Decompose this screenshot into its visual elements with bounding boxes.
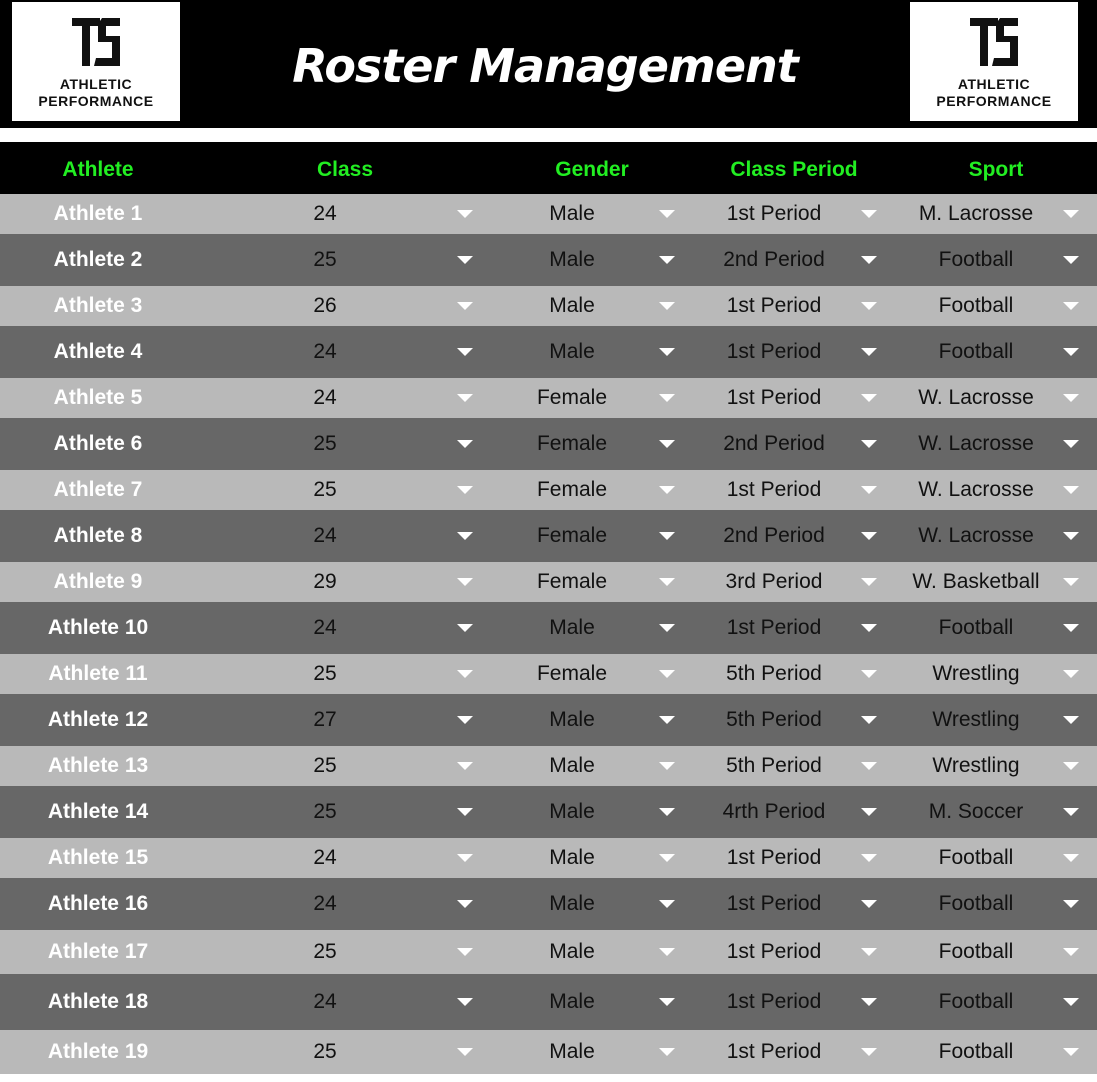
athlete-name-cell: Athlete 15 [47, 846, 149, 869]
gender-dropdown[interactable]: Male [549, 294, 595, 317]
athlete-name-cell: Athlete 12 [47, 708, 149, 731]
dropdown-arrow-icon[interactable] [659, 394, 675, 402]
gender-dropdown[interactable]: Male [549, 1040, 595, 1063]
dropdown-arrow-icon[interactable] [457, 624, 473, 632]
athlete-name-cell: Athlete 14 [47, 800, 149, 823]
dropdown-arrow-icon[interactable] [659, 900, 675, 908]
table-row [0, 510, 1097, 562]
dropdown-arrow-icon[interactable] [861, 210, 877, 218]
table-row [0, 878, 1097, 930]
dropdown-arrow-icon[interactable] [457, 440, 473, 448]
dropdown-arrow-icon[interactable] [659, 762, 675, 770]
table-row [0, 974, 1097, 1030]
dropdown-arrow-icon[interactable] [457, 1048, 473, 1056]
dropdown-arrow-icon[interactable] [861, 440, 877, 448]
table-row [0, 562, 1097, 602]
dropdown-arrow-icon[interactable] [1063, 256, 1079, 264]
class-dropdown[interactable]: 24 [313, 524, 337, 547]
class-period-dropdown[interactable]: 1st Period [726, 294, 822, 317]
dropdown-arrow-icon[interactable] [659, 532, 675, 540]
sport-dropdown[interactable]: Football [938, 846, 1014, 869]
sport-dropdown[interactable]: Wrestling [932, 754, 1020, 777]
sport-dropdown[interactable]: Football [938, 294, 1014, 317]
gender-dropdown[interactable]: Male [549, 800, 595, 823]
sport-dropdown[interactable]: Wrestling [932, 662, 1020, 685]
sport-dropdown[interactable]: Football [938, 892, 1014, 915]
dropdown-arrow-icon[interactable] [659, 1048, 675, 1056]
table-row [0, 746, 1097, 786]
class-period-dropdown[interactable]: 1st Period [726, 202, 822, 225]
athlete-name-cell: Athlete 11 [48, 662, 148, 685]
header-divider [0, 128, 1097, 142]
dropdown-arrow-icon[interactable] [659, 302, 675, 310]
table-row [0, 1030, 1097, 1074]
class-dropdown[interactable]: 25 [313, 248, 337, 271]
dropdown-arrow-icon[interactable] [659, 808, 675, 816]
sport-dropdown[interactable]: M. Soccer [928, 800, 1024, 823]
gender-dropdown[interactable]: Female [536, 386, 608, 409]
dropdown-arrow-icon[interactable] [659, 440, 675, 448]
dropdown-arrow-icon[interactable] [861, 854, 877, 862]
table-row [0, 786, 1097, 838]
dropdown-arrow-icon[interactable] [659, 716, 675, 724]
dropdown-arrow-icon[interactable] [861, 532, 877, 540]
dropdown-arrow-icon[interactable] [457, 394, 473, 402]
dropdown-arrow-icon[interactable] [659, 948, 675, 956]
class-dropdown[interactable]: 24 [313, 846, 337, 869]
class-dropdown[interactable]: 24 [313, 990, 337, 1013]
dropdown-arrow-icon[interactable] [1063, 854, 1079, 862]
sport-dropdown[interactable]: W. Lacrosse [918, 524, 1034, 547]
column-header-class-period: Class Period [730, 158, 858, 181]
sport-dropdown[interactable]: Football [938, 1040, 1014, 1063]
class-period-dropdown[interactable]: 2nd Period [723, 432, 825, 455]
table-row [0, 194, 1097, 234]
dropdown-arrow-icon[interactable] [659, 624, 675, 632]
header-bar [0, 0, 1097, 128]
gender-dropdown[interactable]: Male [549, 248, 595, 271]
class-dropdown[interactable]: 24 [313, 616, 337, 639]
class-period-dropdown[interactable]: 1st Period [726, 940, 822, 963]
page-title: Roster Management [292, 39, 798, 93]
athlete-name-cell: Athlete 17 [47, 940, 149, 963]
athlete-name-cell: Athlete 5 [53, 386, 143, 409]
table-row [0, 930, 1097, 974]
class-dropdown[interactable]: 25 [313, 432, 337, 455]
dropdown-arrow-icon[interactable] [861, 716, 877, 724]
dropdown-arrow-icon[interactable] [1063, 440, 1079, 448]
gender-dropdown[interactable]: Male [549, 616, 595, 639]
ts-logo-icon [70, 14, 122, 70]
athlete-name-cell: Athlete 18 [47, 990, 149, 1013]
sport-dropdown[interactable]: Football [938, 248, 1014, 271]
column-header-class: Class [316, 158, 374, 181]
gender-dropdown[interactable]: Male [549, 708, 595, 731]
dropdown-arrow-icon[interactable] [1063, 998, 1079, 1006]
dropdown-arrow-icon[interactable] [1063, 486, 1079, 494]
class-period-dropdown[interactable]: 1st Period [726, 340, 822, 363]
dropdown-arrow-icon[interactable] [861, 394, 877, 402]
table-row [0, 602, 1097, 654]
athlete-name-cell: Athlete 6 [53, 432, 143, 455]
gender-dropdown[interactable]: Female [536, 524, 608, 547]
gender-dropdown[interactable]: Female [536, 432, 608, 455]
dropdown-arrow-icon[interactable] [1063, 210, 1079, 218]
dropdown-arrow-icon[interactable] [1063, 394, 1079, 402]
logo-right [910, 2, 1078, 121]
dropdown-arrow-icon[interactable] [659, 486, 675, 494]
dropdown-arrow-icon[interactable] [1063, 808, 1079, 816]
class-period-dropdown[interactable]: 1st Period [726, 846, 822, 869]
sport-dropdown[interactable]: W. Lacrosse [918, 386, 1034, 409]
athlete-name-cell: Athlete 1 [53, 202, 143, 225]
dropdown-arrow-icon[interactable] [457, 578, 473, 586]
logo-text: ATHLETIC PERFORMANCE [38, 76, 154, 109]
table-row [0, 326, 1097, 378]
class-dropdown[interactable]: 25 [313, 800, 337, 823]
athlete-name-cell: Athlete 3 [53, 294, 143, 317]
dropdown-arrow-icon[interactable] [1063, 624, 1079, 632]
class-period-dropdown[interactable]: 3rd Period [725, 570, 823, 593]
sport-dropdown[interactable]: Football [938, 616, 1014, 639]
athlete-name-cell: Athlete 4 [53, 340, 143, 363]
athlete-name-cell: Athlete 13 [47, 754, 149, 777]
gender-dropdown[interactable]: Male [549, 892, 595, 915]
gender-dropdown[interactable]: Male [549, 754, 595, 777]
class-dropdown[interactable]: 29 [313, 570, 337, 593]
dropdown-arrow-icon[interactable] [659, 256, 675, 264]
class-dropdown[interactable]: 25 [313, 478, 337, 501]
dropdown-arrow-icon[interactable] [659, 210, 675, 218]
dropdown-arrow-icon[interactable] [861, 256, 877, 264]
class-dropdown[interactable]: 24 [313, 386, 337, 409]
dropdown-arrow-icon[interactable] [457, 900, 473, 908]
dropdown-arrow-icon[interactable] [1063, 578, 1079, 586]
gender-dropdown[interactable]: Female [536, 662, 608, 685]
sport-dropdown[interactable]: Football [938, 940, 1014, 963]
dropdown-arrow-icon[interactable] [861, 762, 877, 770]
dropdown-arrow-icon[interactable] [861, 578, 877, 586]
class-dropdown[interactable]: 26 [313, 294, 337, 317]
class-period-dropdown[interactable]: 5th Period [726, 708, 822, 731]
dropdown-arrow-icon[interactable] [861, 900, 877, 908]
dropdown-arrow-icon[interactable] [457, 716, 473, 724]
sport-dropdown[interactable]: M. Lacrosse [918, 202, 1034, 225]
dropdown-arrow-icon[interactable] [1063, 670, 1079, 678]
dropdown-arrow-icon[interactable] [457, 808, 473, 816]
dropdown-arrow-icon[interactable] [1063, 948, 1079, 956]
class-period-dropdown[interactable]: 5th Period [726, 662, 822, 685]
dropdown-arrow-icon[interactable] [457, 998, 473, 1006]
dropdown-arrow-icon[interactable] [861, 670, 877, 678]
class-period-dropdown[interactable]: 1st Period [726, 386, 822, 409]
dropdown-arrow-icon[interactable] [659, 854, 675, 862]
class-period-dropdown[interactable]: 4rth Period [722, 800, 826, 823]
dropdown-arrow-icon[interactable] [457, 256, 473, 264]
ts-logo-icon [968, 14, 1020, 70]
sport-dropdown[interactable]: W. Lacrosse [918, 478, 1034, 501]
dropdown-arrow-icon[interactable] [1063, 532, 1079, 540]
class-dropdown[interactable]: 25 [313, 1040, 337, 1063]
athlete-name-cell: Athlete 8 [53, 524, 143, 547]
gender-dropdown[interactable]: Male [549, 990, 595, 1013]
table-row [0, 470, 1097, 510]
table-row [0, 378, 1097, 418]
sport-dropdown[interactable]: Football [938, 990, 1014, 1013]
sport-dropdown[interactable]: W. Basketball [912, 570, 1040, 593]
class-period-dropdown[interactable]: 2nd Period [723, 248, 825, 271]
dropdown-arrow-icon[interactable] [457, 670, 473, 678]
table-row [0, 418, 1097, 470]
dropdown-arrow-icon[interactable] [457, 532, 473, 540]
dropdown-arrow-icon[interactable] [659, 998, 675, 1006]
class-period-dropdown[interactable]: 1st Period [726, 616, 822, 639]
logo-text: ATHLETIC PERFORMANCE [936, 76, 1052, 109]
dropdown-arrow-icon[interactable] [861, 998, 877, 1006]
athlete-name-cell: Athlete 2 [53, 248, 143, 271]
column-header-athlete: Athlete [62, 158, 134, 181]
dropdown-arrow-icon[interactable] [457, 854, 473, 862]
table-row [0, 234, 1097, 286]
dropdown-arrow-icon[interactable] [861, 348, 877, 356]
sport-dropdown[interactable]: W. Lacrosse [918, 432, 1034, 455]
column-header-sport: Sport [968, 158, 1024, 181]
dropdown-arrow-icon[interactable] [861, 948, 877, 956]
dropdown-arrow-icon[interactable] [457, 210, 473, 218]
table-row [0, 694, 1097, 746]
dropdown-arrow-icon[interactable] [457, 348, 473, 356]
table-row [0, 654, 1097, 694]
dropdown-arrow-icon[interactable] [1063, 302, 1079, 310]
column-header-row [0, 142, 1097, 194]
dropdown-arrow-icon[interactable] [861, 486, 877, 494]
dropdown-arrow-icon[interactable] [861, 302, 877, 310]
athlete-name-cell: Athlete 9 [53, 570, 143, 593]
dropdown-arrow-icon[interactable] [1063, 348, 1079, 356]
class-period-dropdown[interactable]: 2nd Period [723, 524, 825, 547]
class-period-dropdown[interactable]: 1st Period [726, 1040, 822, 1063]
gender-dropdown[interactable]: Male [549, 940, 595, 963]
athlete-name-cell: Athlete 19 [47, 1040, 149, 1063]
table-row [0, 286, 1097, 326]
class-dropdown[interactable]: 24 [313, 202, 337, 225]
dropdown-arrow-icon[interactable] [861, 624, 877, 632]
dropdown-arrow-icon[interactable] [861, 808, 877, 816]
class-dropdown[interactable]: 27 [313, 708, 337, 731]
class-period-dropdown[interactable]: 1st Period [726, 478, 822, 501]
table-row [0, 838, 1097, 878]
class-dropdown[interactable]: 25 [313, 940, 337, 963]
athlete-name-cell: Athlete 10 [47, 616, 149, 639]
gender-dropdown[interactable]: Male [549, 846, 595, 869]
dropdown-arrow-icon[interactable] [861, 1048, 877, 1056]
dropdown-arrow-icon[interactable] [1063, 762, 1079, 770]
gender-dropdown[interactable]: Female [536, 570, 608, 593]
class-dropdown[interactable]: 24 [313, 340, 337, 363]
dropdown-arrow-icon[interactable] [457, 948, 473, 956]
gender-dropdown[interactable]: Female [536, 478, 608, 501]
class-period-dropdown[interactable]: 1st Period [726, 990, 822, 1013]
dropdown-arrow-icon[interactable] [659, 578, 675, 586]
gender-dropdown[interactable]: Male [549, 340, 595, 363]
dropdown-arrow-icon[interactable] [659, 348, 675, 356]
class-dropdown[interactable]: 25 [313, 662, 337, 685]
dropdown-arrow-icon[interactable] [1063, 1048, 1079, 1056]
sport-dropdown[interactable]: Wrestling [932, 708, 1020, 731]
dropdown-arrow-icon[interactable] [457, 302, 473, 310]
dropdown-arrow-icon[interactable] [457, 486, 473, 494]
sport-dropdown[interactable]: Football [938, 340, 1014, 363]
column-header-gender: Gender [555, 158, 629, 181]
athlete-name-cell: Athlete 16 [47, 892, 149, 915]
dropdown-arrow-icon[interactable] [457, 762, 473, 770]
dropdown-arrow-icon[interactable] [1063, 716, 1079, 724]
class-dropdown[interactable]: 24 [313, 892, 337, 915]
dropdown-arrow-icon[interactable] [1063, 900, 1079, 908]
gender-dropdown[interactable]: Male [549, 202, 595, 225]
logo-left [12, 2, 180, 121]
dropdown-arrow-icon[interactable] [659, 670, 675, 678]
class-period-dropdown[interactable]: 5th Period [726, 754, 822, 777]
athlete-name-cell: Athlete 7 [53, 478, 143, 501]
class-period-dropdown[interactable]: 1st Period [726, 892, 822, 915]
class-dropdown[interactable]: 25 [313, 754, 337, 777]
